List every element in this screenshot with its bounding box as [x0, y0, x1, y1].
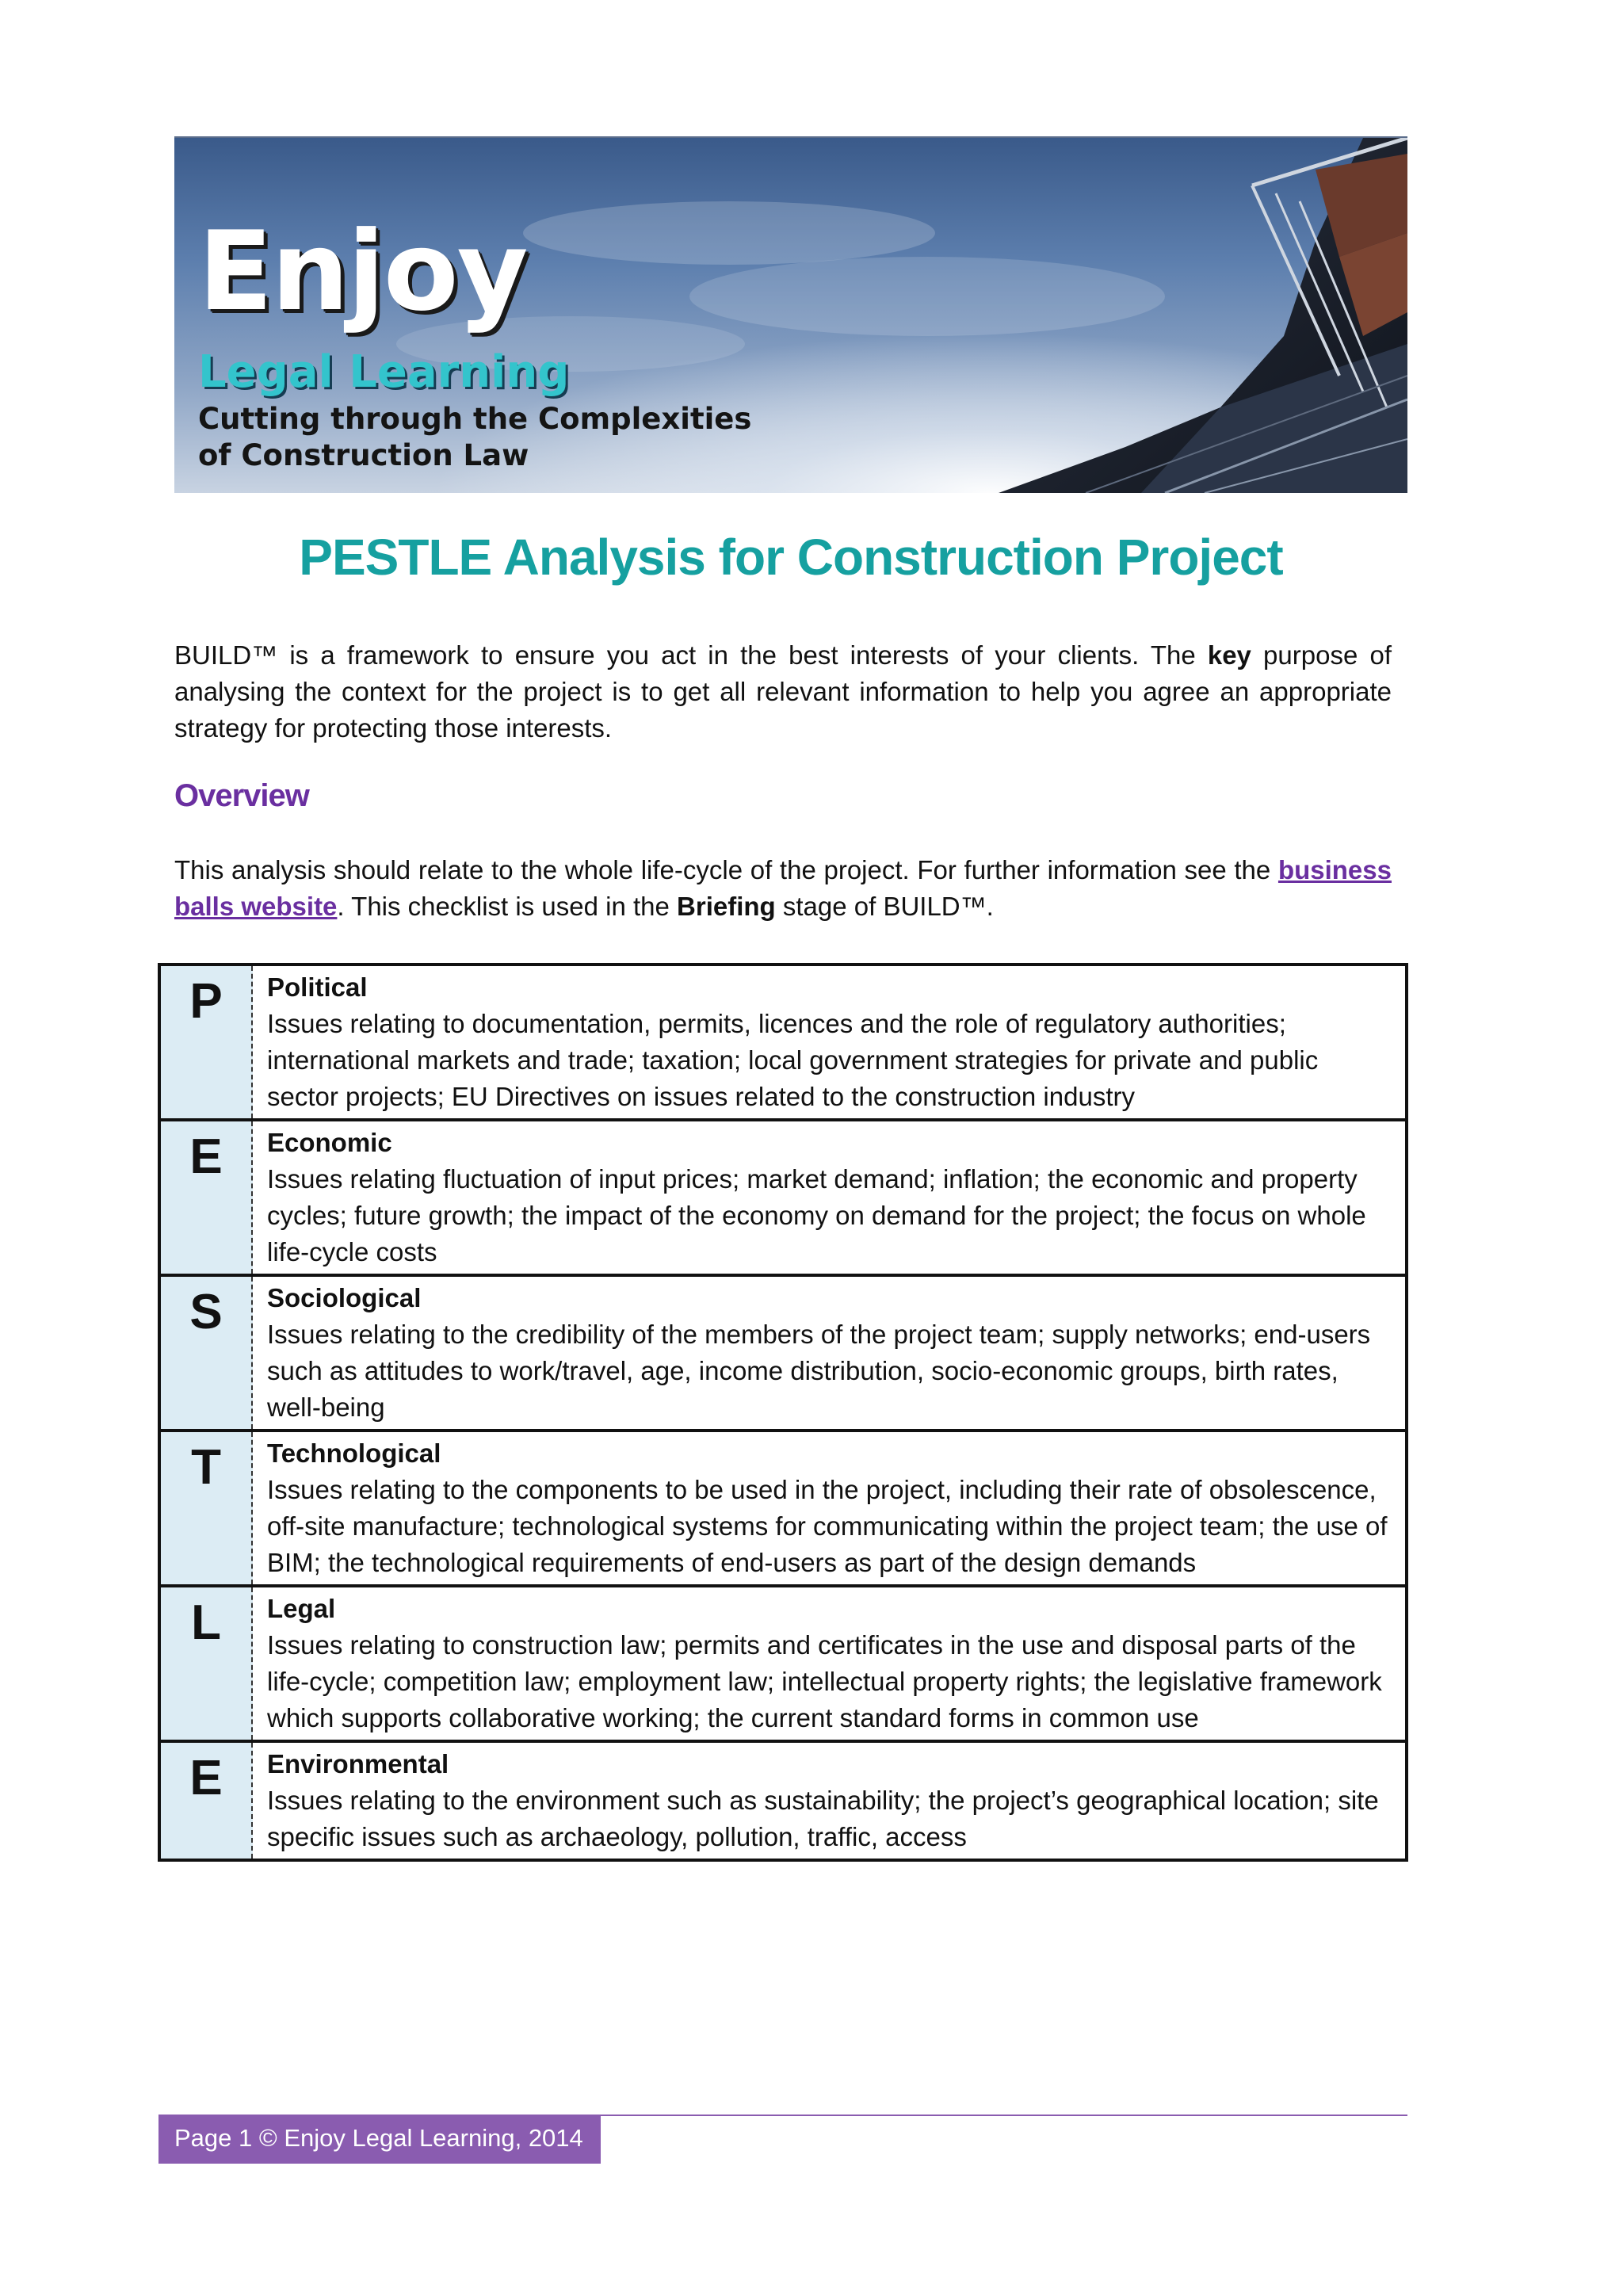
brand-logo-enjoy: Enjoy [198, 208, 527, 335]
pestle-row-sociological [161, 1274, 1405, 1429]
pestle-letter: P [161, 966, 253, 1118]
pestle-category: Technological [267, 1438, 441, 1468]
pestle-content [253, 1587, 1405, 1740]
page-title: PESTLE Analysis for Construction Project [299, 529, 1283, 586]
pestle-letter: E [161, 1743, 253, 1859]
pestle-content [253, 1277, 1405, 1429]
pestle-letter: L [161, 1587, 253, 1740]
pestle-row-economic [161, 1118, 1405, 1274]
pestle-description: Issues relating to construction law; permits and certificates in the use and disposal parts of the life-cycle; competition law; employment law; intellectual property rights; the legislative framework which supports collaborative working; the current standard forms in common use [267, 1630, 1382, 1733]
overview-text-3: stage of BUILD™. [775, 892, 994, 921]
brand-tagline-line2: of Construction Law [198, 438, 529, 472]
pestle-category: Economic [267, 1128, 392, 1157]
pestle-category: Sociological [267, 1283, 422, 1312]
pestle-category: Environmental [267, 1749, 449, 1778]
pestle-letter: E [161, 1121, 253, 1274]
pestle-row-legal [161, 1584, 1405, 1740]
intro-bold-key: key [1207, 640, 1251, 670]
pestle-row-political [161, 966, 1405, 1118]
intro-text-2: purpose of analysing the context for the project is to get all relevant information to help you agree an appropriate strategy for protecting those interests. [174, 640, 1392, 743]
intro-paragraph [174, 637, 1392, 747]
pestle-row-technological [161, 1429, 1405, 1584]
pestle-category: Political [267, 972, 368, 1002]
overview-text-1: This analysis should relate to the whole life-cycle of the project. For further information see the [174, 855, 1278, 884]
brand-logo-legal-learning: Legal Learning [198, 346, 570, 398]
pestle-content [253, 1121, 1405, 1274]
pestle-letter: T [161, 1432, 253, 1584]
intro-text-1: BUILD™ is a framework to ensure you act in the best interests of your clients. The [174, 640, 1208, 670]
overview-text-2: . This checklist is used in the [337, 892, 678, 921]
overview-paragraph [174, 852, 1392, 925]
business-balls-link[interactable]: business balls website [174, 855, 1392, 921]
pestle-content [253, 966, 1405, 1118]
overview-bold-briefing: Briefing [677, 892, 776, 921]
pestle-description: Issues relating to the credibility of the members of the project team; supply networks; end-users such as attitudes to work/travel, age, income distribution, socio-economic groups, birth rates, well-being [267, 1320, 1371, 1422]
overview-heading: Overview [174, 778, 309, 813]
brand-tagline-line1: Cutting through the Complexities [198, 402, 752, 436]
pestle-table [158, 963, 1408, 1862]
pestle-content [253, 1743, 1405, 1859]
pestle-content [253, 1432, 1405, 1584]
pestle-description: Issues relating to documentation, permits, licences and the role of regulatory authorities; international markets and trade; taxation; local government strategies for private and public sector projects; EU Directives on issues related to the construction industry [267, 1009, 1319, 1111]
pestle-category: Legal [267, 1594, 336, 1623]
pestle-description: Issues relating to the components to be used in the project, including their rate of obsolescence, off-site manufacture; technological systems for communicating within the project team; the use of BIM; the technological requirements of end-users as part of the design demands [267, 1475, 1388, 1577]
pestle-letter: S [161, 1277, 253, 1429]
header-banner [174, 136, 1407, 493]
pestle-row-environmental [161, 1740, 1405, 1859]
page-footer: Page 1 © Enjoy Legal Learning, 2014 [158, 2116, 601, 2164]
pestle-description: Issues relating fluctuation of input prices; market demand; inflation; the economic and property cycles; future growth; the impact of the economy on demand for the project; the focus on whole life-cycle costs [267, 1164, 1366, 1266]
pestle-description: Issues relating to the environment such as sustainability; the project’s geographical location; site specific issues such as archaeology, pollution, traffic, access [267, 1786, 1379, 1851]
